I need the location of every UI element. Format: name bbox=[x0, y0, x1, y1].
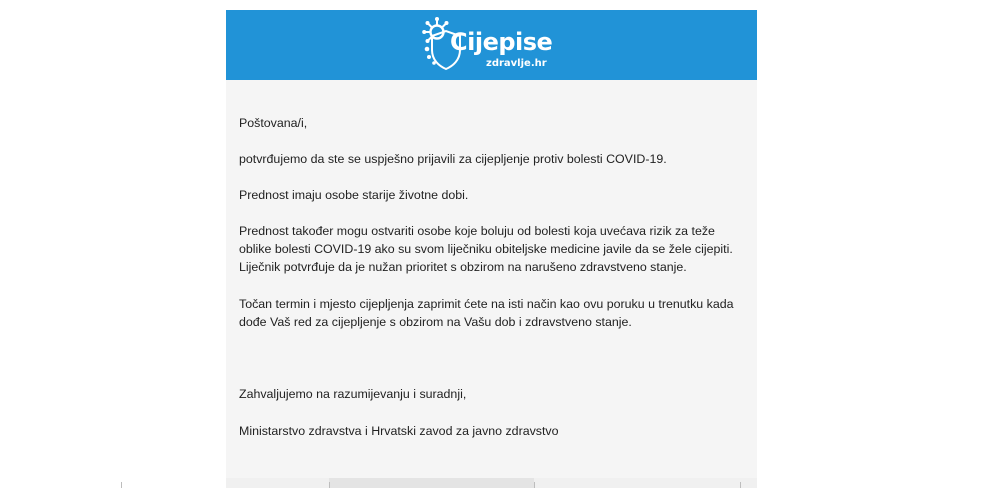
strip-divider bbox=[121, 482, 122, 488]
strip-segment bbox=[226, 478, 329, 488]
header-banner bbox=[226, 10, 757, 80]
cijepise-logo bbox=[422, 16, 562, 76]
bottom-scroll-strip bbox=[0, 478, 1000, 488]
strip-divider bbox=[740, 482, 741, 488]
greeting: Poštovana/i, bbox=[239, 116, 308, 130]
strip-divider bbox=[534, 482, 535, 488]
logo-title: Cijepise bbox=[450, 28, 553, 56]
confirmation-text: potvrđujemo da ste se uspješno prijavili za cijepljenje protiv bolesti COVID-19. bbox=[239, 152, 667, 166]
priority-also-text: Prednost također mogu ostvariti osobe koje boluju od bolesti koja uvećava rizik za teže oblike bolesti COVID-19 ako su svom liječniku obiteljske medicine javile da se žele cijepiti. Liječnik potvrđuje da je nužan prioritet s obzirom na narušeno zdravstveno stanje. bbox=[239, 224, 733, 274]
email-body bbox=[226, 10, 757, 488]
thanks-text: Zahvaljujemo na razumijevanju i suradnji, bbox=[239, 387, 467, 401]
strip-segment-active[interactable] bbox=[329, 478, 534, 488]
appointment-info-text: Točan termin i mjesto cijepljenja zaprimit ćete na isti način kao ovu poruku u trenutku kada dođe Vaš red za cijepljenje s obzirom na Vašu dob i zdravstveno stanje. bbox=[239, 297, 734, 329]
priority-text: Prednost imaju osobe starije životne dobi. bbox=[239, 188, 469, 202]
logo-subtitle: zdravlje.hr bbox=[486, 58, 547, 69]
strip-segment bbox=[534, 478, 757, 488]
strip-divider bbox=[329, 482, 330, 488]
signature-text: Ministarstvo zdravstva i Hrvatski zavod za javno zdravstvo bbox=[239, 424, 559, 438]
